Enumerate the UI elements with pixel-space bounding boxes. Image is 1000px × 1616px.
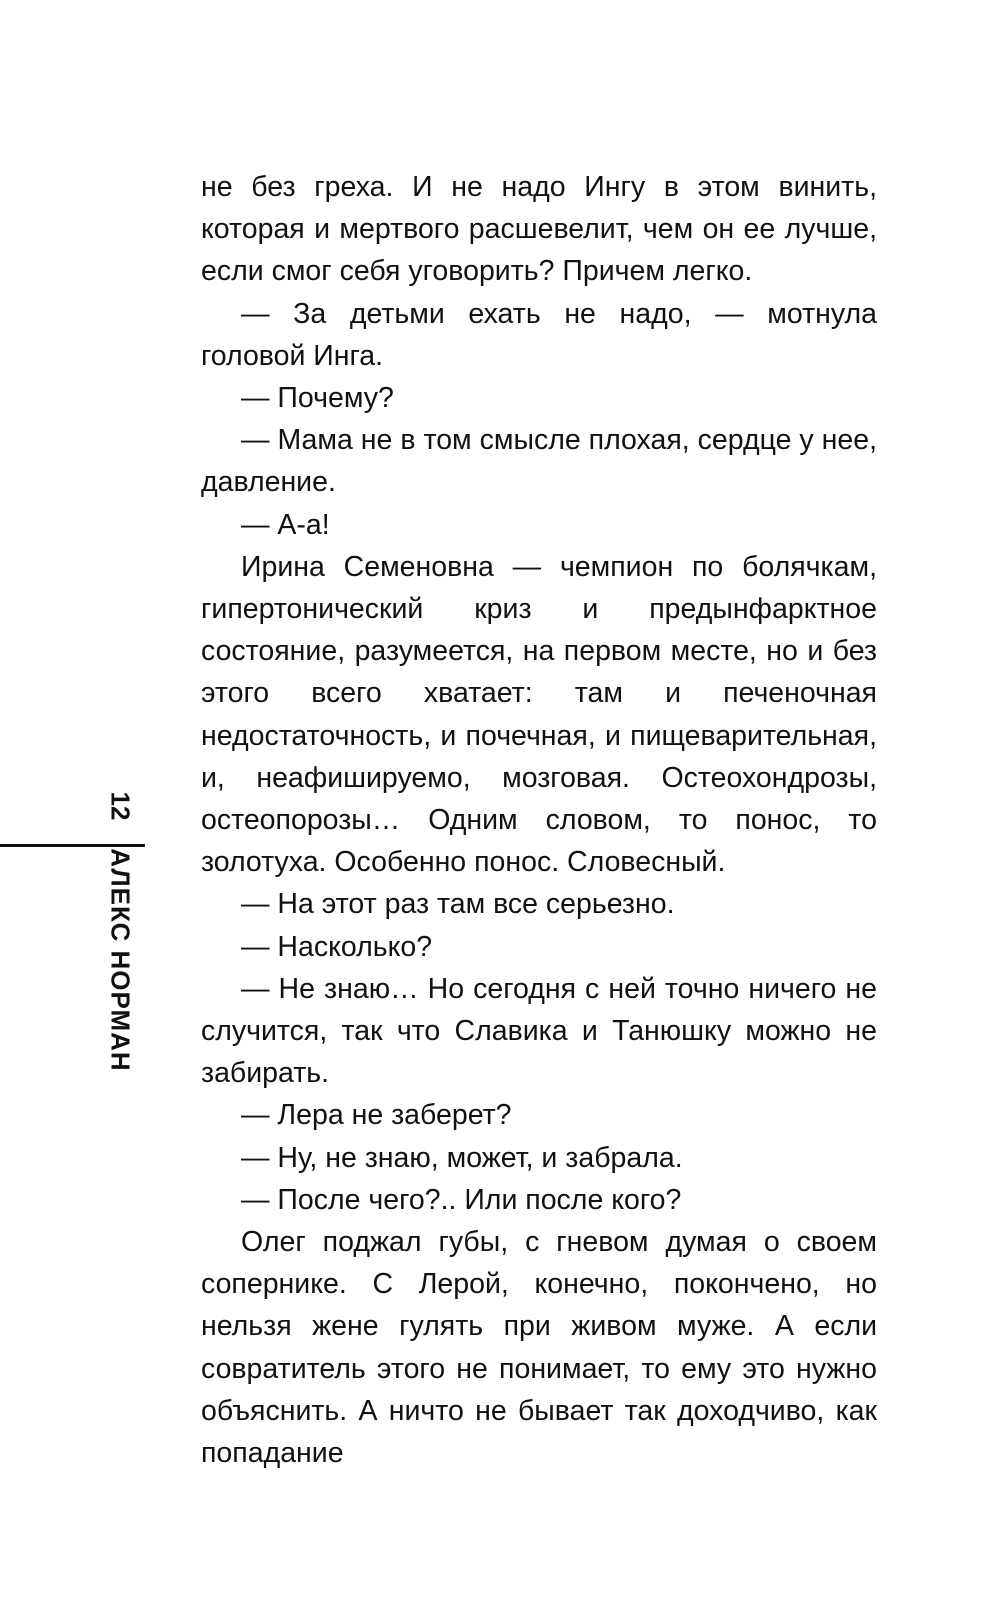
- paragraph: — Лера не заберет?: [241, 1099, 512, 1132]
- paragraph: не без греха. И не надо Ингу в этом винить, которая и мертвого расшевелит, чем он ее лучше, если смог себя уговорить? Причем легко.: [201, 171, 877, 288]
- paragraph: — Ну, не знаю, может, и забрала.: [241, 1141, 683, 1174]
- author-name: АЛЕКС НОРМАН: [105, 848, 136, 1072]
- paragraph: — Мама не в том смысле плохая, сердце у нее, давление.: [201, 424, 877, 499]
- paragraph: — А-а!: [241, 508, 330, 541]
- paragraph: — После чего?.. Или после кого?: [241, 1183, 682, 1216]
- body-text: [201, 166, 877, 1474]
- page-number: 12: [105, 791, 136, 821]
- running-head-rule: [0, 844, 145, 847]
- paragraph: — На этот раз там все серьезно.: [241, 888, 675, 921]
- paragraph: Ирина Семеновна — чемпион по болячкам, гипертонический криз и предынфарктное состояние, разумеется, на первом месте, но и без этого всего хватает: там и печеночная недостаточность, и почечная, и пищеварительная, и, неафишируемо, мозговая. Остеохондрозы, остеопорозы… Одним словом, то понос, то золотуха. Особенно понос. Словесный.: [201, 550, 877, 879]
- paragraph: Олег поджал губы, с гневом думая о своем сопернике. С Лерой, конечно, покончено, но нельзя жене гулять при живом муже. А если совратитель этого не понимает, то ему это нужно объяснить. А ничто не бывает так доходчиво, как попадание: [201, 1226, 877, 1470]
- paragraph: — Не знаю… Но сегодня с ней точно ничего не случится, так что Славика и Танюшку можно не забирать.: [201, 972, 877, 1090]
- paragraph: — Почему?: [241, 382, 394, 415]
- paragraph: — Насколько?: [241, 930, 433, 963]
- paragraph: — За детьми ехать не надо, — мотнула головой Инга.: [201, 297, 877, 372]
- running-head: [0, 0, 160, 1616]
